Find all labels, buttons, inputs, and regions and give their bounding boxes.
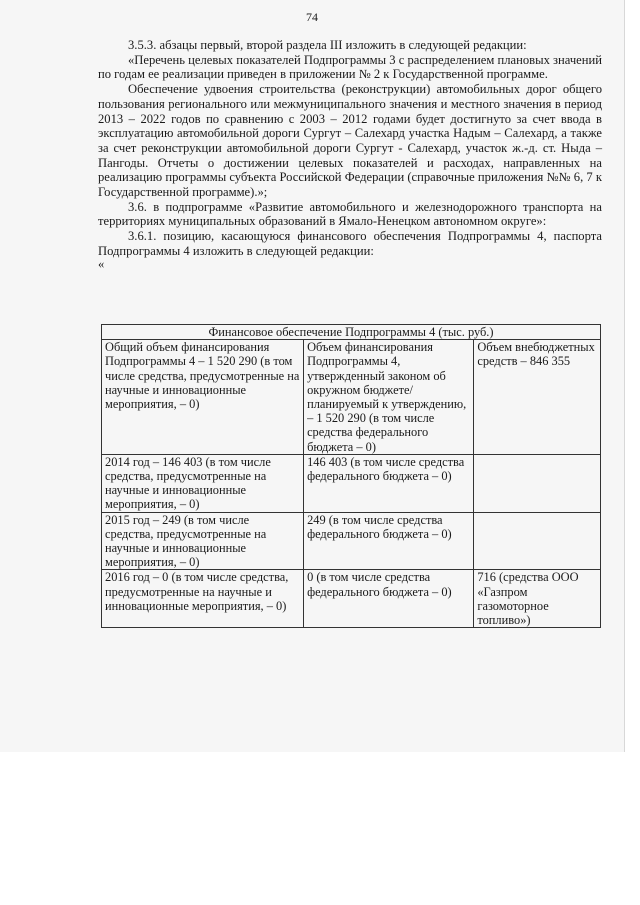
financing-table: [101, 324, 601, 628]
table-cell: 249 (в том числе средства федерального бюджета – 0): [304, 512, 474, 570]
opening-quote: «: [98, 256, 105, 271]
table-cell: [474, 454, 601, 512]
table-cell: Объем финансирования Подпрограммы 4, утвержденный законом об окружном бюджете/планируемый к утверждению, – 1 520 290 (в том числе средства федерального бюджета – 0): [304, 340, 474, 455]
page-number: 74: [306, 10, 318, 24]
table-cell: 716 (средства ООО «Газпром газомоторное топливо»): [474, 570, 601, 628]
table-cell: 2016 год – 0 (в том числе средства, предусмотренные на научные и инновационные мероприятия, – 0): [102, 570, 304, 628]
table-caption-row: [102, 325, 601, 340]
table-cell: Объем внебюджетных средств – 846 355: [474, 340, 601, 455]
table-cell: 146 403 (в том числе средства федерального бюджета – 0): [304, 454, 474, 512]
paragraph: Обеспечение удвоения строительства (реконструкции) автомобильных дорог общего пользования регионального или межмуниципального значения и местного значения в период 2013 – 2022 годов по сравнению с 2003 – 2012 годами будет достигнуто за счет ввода в эксплуатацию автомобильной дороги Сургут – Салехард участка Надым – Салехард, а также за счет реконструкции автомобильной дороги Сургут - Салехард, участок ж.-д. ст. Ныда – Пангоды. Отчеты о достижении целевых показателей и расходах, направленных на реализацию программы субъекта Российской Федерации (справочные приложения №№ 6, 7 к Государственной программе).»;: [98, 82, 602, 200]
paragraph: 3.6. в подпрограмме «Развитие автомобильного и железнодорожного транспорта на территориях муниципальных образований в Ямало-Ненецком автономном округе»:: [98, 199, 602, 229]
paragraph: 3.6.1. позицию, касающуюся финансового обеспечения Подпрограммы 4, паспорта Подпрограммы 4 изложить в следующей редакции:: [98, 229, 602, 258]
table-cell: Общий объем финансирования Подпрограммы 4 – 1 520 290 (в том числе средства, предусмотренные на научные и инновационные мероприятия, – 0): [102, 340, 304, 455]
table-header-row: [102, 340, 601, 455]
table-row: [102, 454, 601, 512]
table-cell: [474, 512, 601, 570]
table-row: [102, 570, 601, 628]
paragraph: «Перечень целевых показателей Подпрограммы 3 с распределением плановых значений по годам ее реализации приведен в приложении № 2 к Государственной программе.: [98, 52, 602, 82]
paragraph: 3.5.3. абзацы первый, второй раздела III изложить в следующей редакции:: [128, 38, 527, 52]
table-row: [102, 512, 601, 570]
table-caption: Финансовое обеспечение Подпрограммы 4 (тыс. руб.): [102, 325, 601, 340]
table-cell: 2015 год – 249 (в том числе средства, предусмотренные на научные и инновационные мероприятия, – 0): [102, 512, 304, 570]
table-cell: 2014 год – 146 403 (в том числе средства, предусмотренные на научные и инновационные мероприятия, – 0): [102, 454, 304, 512]
table-cell: 0 (в том числе средства федерального бюджета – 0): [304, 570, 474, 628]
document-body: [98, 38, 602, 270]
